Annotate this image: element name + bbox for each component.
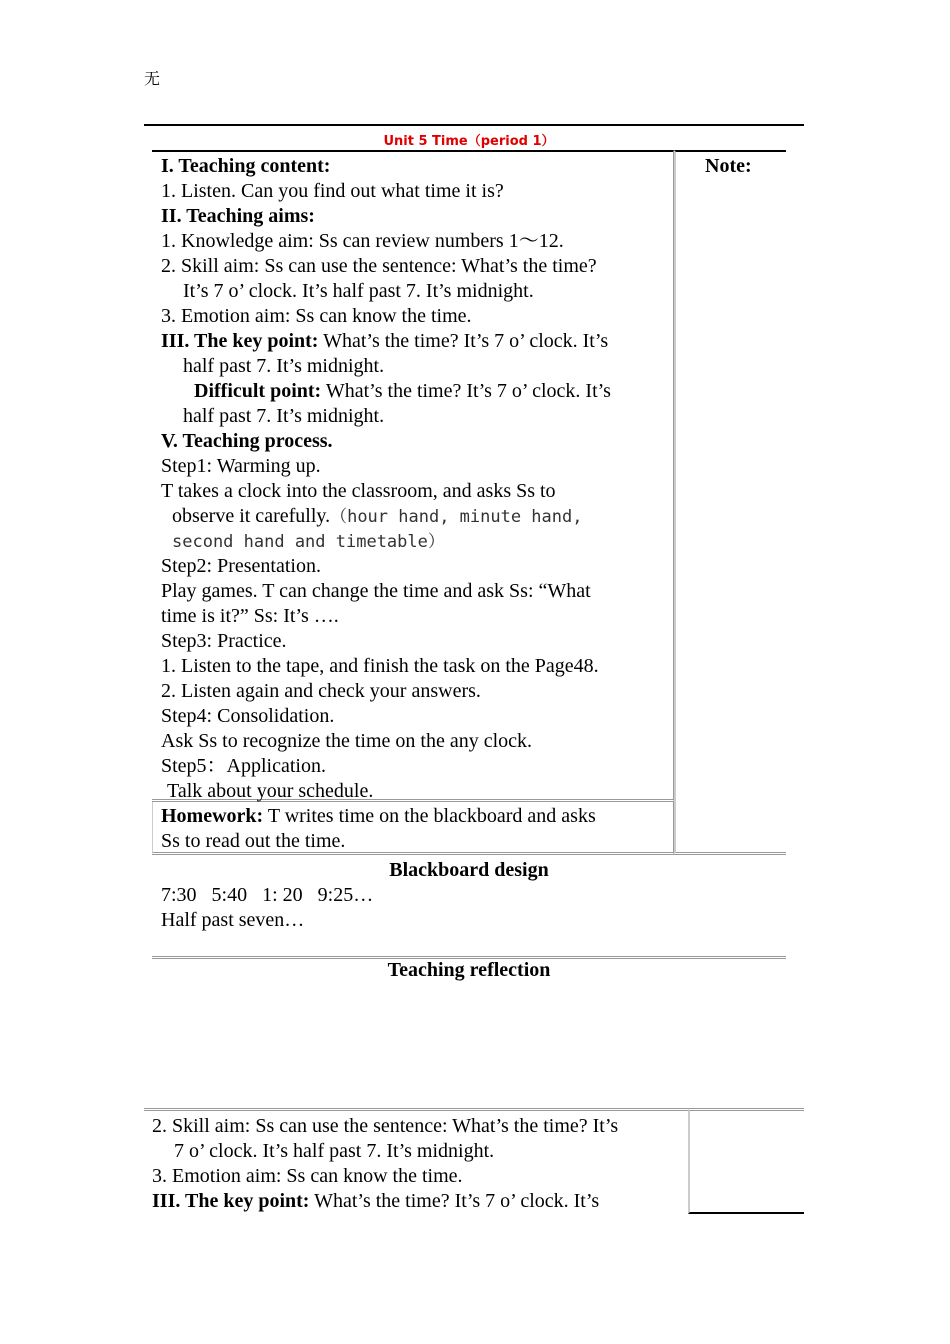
- homework-line: [161, 804, 673, 829]
- step1-hands-cont: second hand and timetable）: [172, 532, 445, 552]
- aim-skill: 2. Skill aim: Ss can use the sentence: What’s the time?: [161, 255, 597, 277]
- process-heading: V. Teaching process.: [161, 430, 333, 452]
- content-cell: [152, 150, 674, 802]
- homework-text: [153, 802, 673, 854]
- overflow-aim-skill: 2. Skill aim: Ss can use the sentence: What’s the time? It’s: [152, 1115, 619, 1137]
- step5-title: Step5：Application.: [161, 755, 326, 777]
- overflow-aim-skill-cont: 7 o’ clock. It’s half past 7. It’s midnight.: [174, 1140, 495, 1162]
- aims-heading: II. Teaching aims:: [161, 205, 315, 227]
- teaching-content-heading: I. Teaching content:: [161, 155, 331, 177]
- step1-text-cont2: [161, 529, 673, 554]
- difficult-point: [161, 379, 673, 404]
- key-point-label: III. The key point:: [161, 330, 319, 352]
- key-point-cont: half past 7. It’s midnight.: [183, 355, 385, 377]
- key-point-text: What’s the time? It’s 7 o’ clock. It’s: [318, 330, 609, 352]
- step1-hands: （hour hand, minute hand,: [330, 507, 583, 527]
- blackboard-heading: Blackboard design: [389, 859, 549, 881]
- header-mark: 无: [144, 69, 161, 88]
- step4-title: Step4: Consolidation.: [161, 705, 335, 727]
- step2-title: Step2: Presentation.: [161, 555, 321, 577]
- overflow-content-cell: [144, 1108, 688, 1217]
- teaching-content-item: 1. Listen. Can you find out what time it is?: [161, 180, 504, 202]
- blackboard-content: [152, 883, 786, 933]
- overflow-key-point-label: III. The key point:: [152, 1190, 310, 1212]
- overflow-key-point-text: What’s the time? It’s 7 o’ clock. It’s: [309, 1190, 600, 1212]
- step3-text: 1. Listen to the tape, and finish the task on the Page48.: [161, 655, 599, 677]
- homework-text-a: T writes time on the blackboard and asks: [263, 805, 596, 827]
- unit-title: Unit 5 Time（period 1）: [383, 134, 555, 149]
- step1-observe: observe it carefully.: [172, 505, 331, 527]
- aim-skill-cont: It’s 7 o’ clock. It’s half past 7. It’s midnight.: [183, 280, 534, 302]
- overflow-key-point: [152, 1189, 688, 1214]
- step5-text: Talk about your schedule.: [167, 780, 374, 802]
- reflection-heading: Teaching reflection: [387, 959, 551, 981]
- step3-title: Step3: Practice.: [161, 630, 287, 652]
- teaching-reflection-section: [152, 958, 786, 1108]
- overflow-table: [144, 1108, 804, 1214]
- overflow-note-cell: [688, 1108, 804, 1214]
- note-label: Note:: [705, 155, 752, 177]
- step2-text: Play games. T can change the time and ask Ss: “What: [161, 580, 591, 602]
- step1-text-cont: [161, 504, 673, 529]
- step4-text: Ask Ss to recognize the time on the any clock.: [161, 730, 533, 752]
- homework-cell: [152, 802, 674, 855]
- difficult-point-cont: half past 7. It’s midnight.: [183, 405, 385, 427]
- homework-line-cont: Ss to read out the time.: [161, 830, 346, 852]
- note-cell: [674, 150, 786, 855]
- step1-title: Step1: Warming up.: [161, 455, 321, 477]
- key-point: [161, 329, 673, 354]
- step1-text: T takes a clock into the classroom, and asks Ss to: [161, 480, 556, 502]
- overflow-aim-emotion: 3. Emotion aim: Ss can know the time.: [152, 1165, 463, 1187]
- aim-knowledge: 1. Knowledge aim: Ss can review numbers 1～12.: [161, 230, 564, 252]
- blackboard-times: 7:30 5:40 1: 20 9:25…: [161, 884, 374, 906]
- blackboard-phrase: Half past seven…: [161, 909, 305, 931]
- difficult-point-text: What’s the time? It’s 7 o’ clock. It’s: [321, 380, 611, 402]
- top-rule: [144, 124, 804, 126]
- aim-emotion: 3. Emotion aim: Ss can know the time.: [161, 305, 472, 327]
- overflow-text: [144, 1111, 688, 1214]
- step3-text-2: 2. Listen again and check your answers.: [161, 680, 481, 702]
- blackboard-design-section: [152, 858, 786, 959]
- lesson-text: [152, 152, 673, 804]
- difficult-point-label: Difficult point:: [194, 380, 322, 402]
- step2-text-cont: time is it?” Ss: It’s ….: [161, 605, 339, 627]
- homework-label: Homework:: [161, 805, 264, 827]
